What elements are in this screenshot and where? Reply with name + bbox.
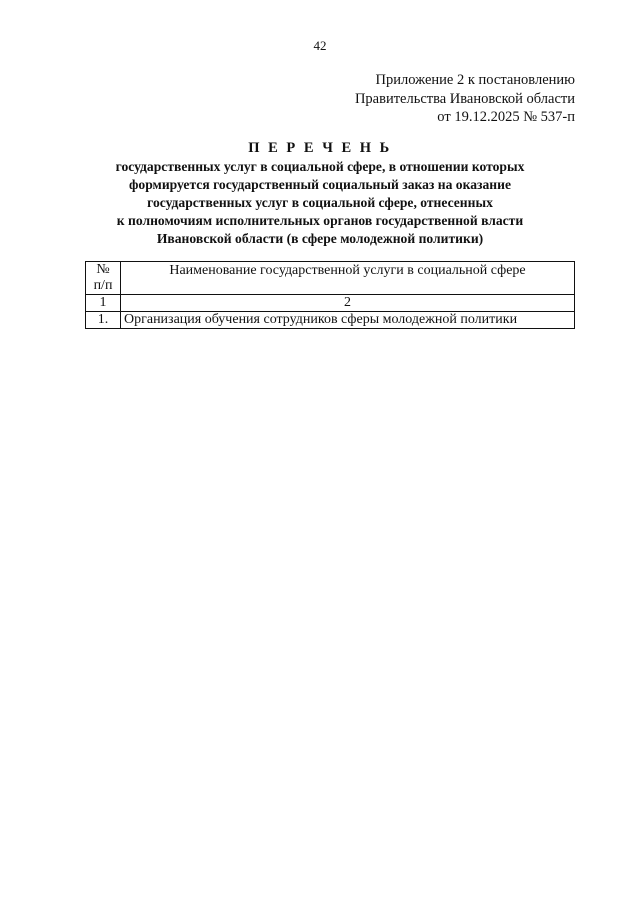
column-number-row bbox=[86, 295, 575, 312]
header-num-symbol: № bbox=[96, 262, 110, 277]
services-table bbox=[85, 261, 575, 329]
document-subtitle bbox=[0, 158, 640, 248]
subtitle-line: государственных услуг в социальной сфере, отнесенных bbox=[147, 195, 493, 210]
row-num-cell: 1. bbox=[86, 312, 121, 329]
appendix-line: от 19.12.2025 № 537-п bbox=[437, 109, 575, 125]
row-name-cell: Организация обучения сотрудников сферы молодежной политики bbox=[121, 312, 575, 329]
document-heading bbox=[0, 139, 640, 248]
table-row bbox=[86, 312, 575, 329]
subtitle-line: государственных услуг в социальной сфере, в отношении которых bbox=[115, 159, 525, 174]
header-num-cell bbox=[86, 262, 121, 295]
document-title: П Е Р Е Ч Е Н Ь bbox=[248, 140, 392, 156]
table-header-row bbox=[86, 262, 575, 295]
header-name-cell: Наименование государственной услуги в социальной сфере bbox=[121, 262, 575, 295]
page-number: 42 bbox=[313, 38, 327, 53]
subtitle-line: Ивановской области (в сфере молодежной политики) bbox=[156, 231, 484, 246]
column-number-cell: 1 bbox=[86, 295, 121, 312]
subtitle-line: формируется государственный социальный заказ на оказание bbox=[129, 177, 511, 192]
column-number-cell: 2 bbox=[121, 295, 575, 312]
appendix-line: Приложение 2 к постановлению bbox=[375, 72, 575, 88]
appendix-line: Правительства Ивановской области bbox=[354, 90, 575, 107]
header-num-abbrev: п/п bbox=[93, 278, 113, 293]
appendix-reference bbox=[355, 71, 575, 127]
subtitle-line: к полномочиям исполнительных органов государственной власти bbox=[116, 213, 524, 228]
